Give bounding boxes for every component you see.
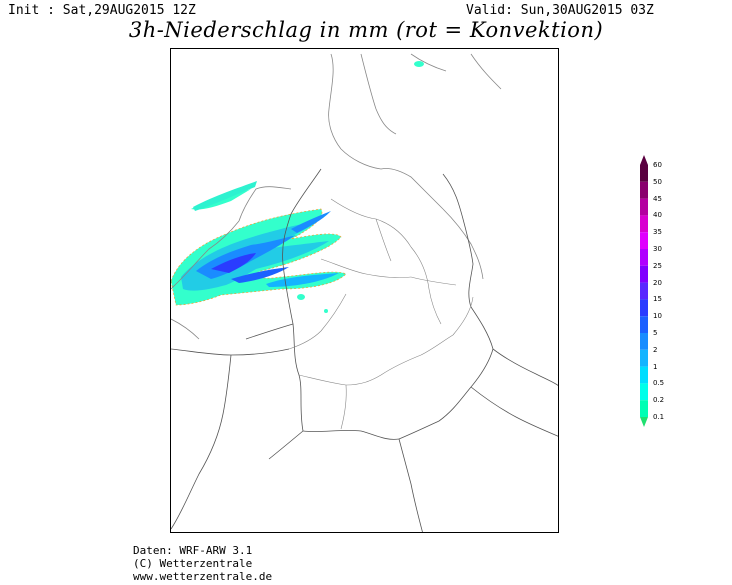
legend-swatch (640, 182, 648, 199)
footer-copyright: (C) Wetterzentrale (133, 557, 253, 570)
legend-level-label: 60 (653, 161, 662, 169)
legend-colorbar (640, 155, 654, 430)
legend-level-label: 0.2 (653, 396, 665, 405)
legend-level-label: 0.1 (653, 413, 665, 421)
legend-level-label: 10 (653, 312, 662, 321)
legend-swatch (640, 316, 648, 333)
legend-level-label: 50 (653, 177, 662, 186)
legend-bottom-arrow (640, 417, 648, 427)
legend-level-label: 25 (653, 261, 662, 270)
legend-level-label: 15 (653, 295, 662, 304)
legend-swatch (640, 367, 648, 384)
legend-swatch (640, 299, 648, 316)
legend-level-label: 35 (653, 228, 662, 237)
footer (133, 544, 272, 583)
legend-swatch (640, 165, 648, 182)
legend-level-label: 40 (653, 211, 662, 220)
footer-data-source: Daten: WRF-ARW 3.1 (133, 544, 253, 557)
legend-swatch (640, 215, 648, 232)
legend-swatch (640, 199, 648, 216)
legend-swatch (640, 383, 648, 400)
precipitation-map (170, 48, 559, 533)
state-borders (289, 199, 473, 429)
legend-level-label: 30 (653, 245, 662, 253)
legend-swatch (640, 350, 648, 367)
legend-level-label: 1 (653, 362, 658, 371)
valid-time-label: Valid: Sun,30AUG2015 03Z (466, 3, 654, 18)
legend-swatch (640, 283, 648, 300)
legend-level-label: 20 (653, 278, 662, 287)
legend-swatch (640, 333, 648, 350)
footer-website: www.wetterzentrale.de (133, 570, 273, 583)
legend-level-label: 0.5 (653, 379, 665, 388)
legend-level-label: 2 (653, 345, 658, 354)
map-canvas (171, 49, 559, 533)
legend-swatch (640, 249, 648, 266)
map-title: 3h-Niederschlag in mm (rot = Konvektion) (128, 18, 604, 42)
precipitation-legend (640, 155, 680, 430)
legend-top-arrow (640, 155, 648, 165)
legend-swatch (640, 266, 648, 283)
legend-swatch (640, 400, 648, 417)
country-borders (171, 169, 559, 533)
precipitation-areas (171, 61, 424, 313)
legend-level-label: 5 (653, 329, 658, 337)
legend-swatch (640, 232, 648, 249)
init-time-label: Init : Sat,29AUG2015 12Z (8, 3, 196, 18)
legend-level-label: 45 (653, 194, 662, 203)
